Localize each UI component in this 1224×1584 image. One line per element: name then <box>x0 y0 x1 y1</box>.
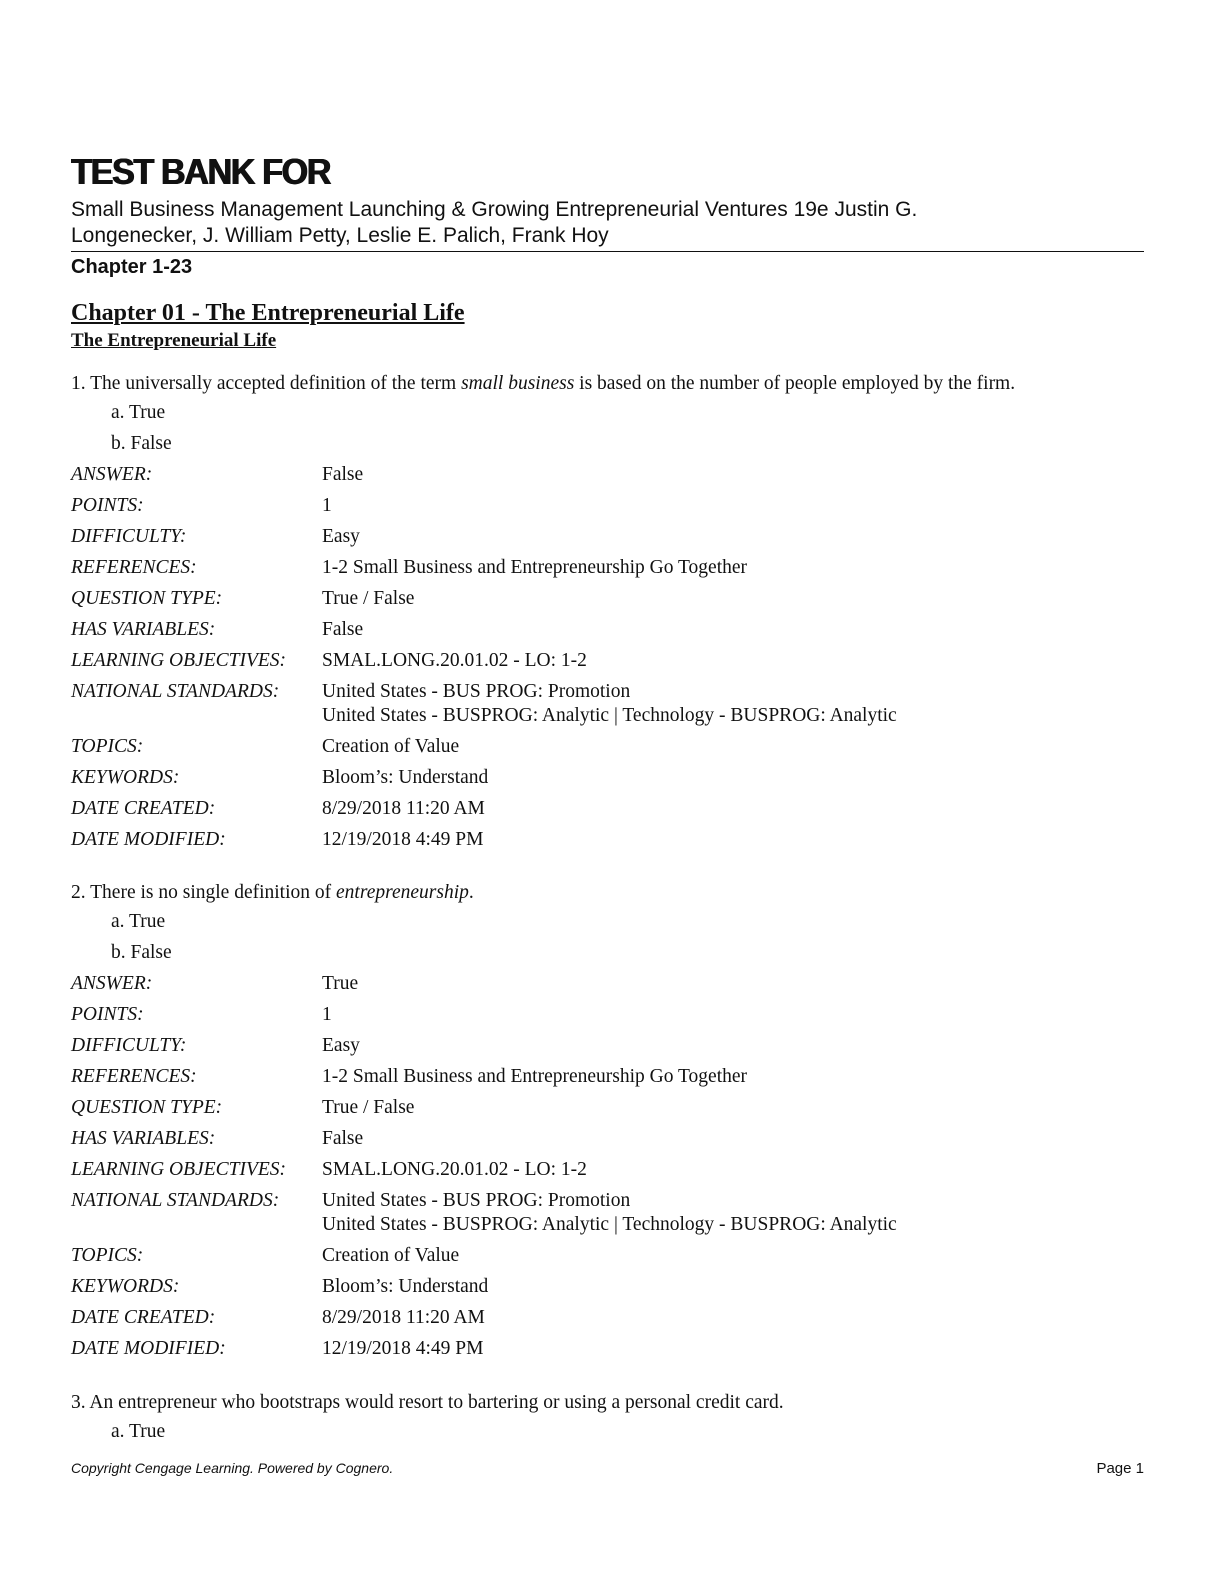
meta-label: NATIONAL STANDARDS: <box>71 680 280 702</box>
meta-references <box>71 1061 1144 1092</box>
question-text-part: . <box>468 882 474 903</box>
meta-difficulty <box>71 521 1144 552</box>
question-3 <box>71 1389 1144 1448</box>
meta-references <box>71 552 1144 583</box>
meta-label: DATE MODIFIED: <box>71 829 226 850</box>
meta-value: True / False <box>322 1097 415 1118</box>
question-number: 3. <box>71 1392 86 1413</box>
meta-label: DATE CREATED: <box>71 798 216 819</box>
meta-value <box>322 1189 1144 1237</box>
section-heading: The Entrepreneurial Life <box>71 330 277 351</box>
meta-label: QUESTION TYPE: <box>71 588 223 609</box>
meta-points <box>71 490 1144 521</box>
meta-label: QUESTION TYPE: <box>71 1097 223 1118</box>
book-title-line-1: Small Business Management Launching & Growing Entrepreneurial Ventures 19e Justin G. <box>71 198 918 221</box>
meta-label: NATIONAL STANDARDS: <box>71 1189 280 1211</box>
meta-value: 12/19/2018 4:49 PM <box>322 829 484 850</box>
option-a: a. True <box>111 911 166 932</box>
question-text <box>71 879 1144 907</box>
option-a: a. True <box>111 402 166 423</box>
meta-value-line: United States - BUSPROG: Analytic | Technology - BUSPROG: Analytic <box>322 704 897 726</box>
meta-points <box>71 999 1144 1030</box>
question-number: 1. <box>71 373 86 394</box>
meta-value: 1-2 Small Business and Entrepreneurship Go Together <box>322 557 748 578</box>
meta-value-line: United States - BUSPROG: Analytic | Technology - BUSPROG: Analytic <box>322 1213 897 1235</box>
meta-value <box>322 680 1144 728</box>
meta-has-variables <box>71 1123 1144 1154</box>
meta-label: DATE MODIFIED: <box>71 1338 226 1359</box>
meta-value: True <box>322 973 359 994</box>
meta-label: DATE CREATED: <box>71 1307 216 1328</box>
meta-label: ANSWER: <box>71 464 153 485</box>
test-bank-title: TEST BANK FOR <box>71 151 330 192</box>
meta-national-standards <box>71 1185 1144 1240</box>
book-title <box>71 197 1071 249</box>
option-b: b. False <box>111 432 172 454</box>
meta-keywords <box>71 762 1144 793</box>
meta-date-created <box>71 793 1144 824</box>
meta-value: True / False <box>322 588 415 609</box>
meta-learning-objectives <box>71 645 1144 676</box>
meta-topics <box>71 731 1144 762</box>
chapter-heading: Chapter 01 - The Entrepreneurial Life <box>71 300 465 326</box>
meta-national-standards <box>71 676 1144 731</box>
meta-value: 12/19/2018 4:49 PM <box>322 1338 484 1359</box>
question-term: small business <box>461 373 575 394</box>
meta-keywords <box>71 1271 1144 1302</box>
chapter-range: Chapter 1-23 <box>71 256 193 278</box>
question-text <box>71 370 1144 398</box>
meta-value: 8/29/2018 11:20 AM <box>322 1307 485 1328</box>
meta-question-type <box>71 583 1144 614</box>
question-term: entrepreneurship <box>336 882 469 903</box>
meta-label: REFERENCES: <box>71 1066 197 1087</box>
footer-copyright: Copyright Cengage Learning. Powered by Cognero. <box>71 1460 394 1476</box>
meta-difficulty <box>71 1030 1144 1061</box>
meta-question-type <box>71 1092 1144 1123</box>
meta-value: SMAL.LONG.20.01.02 - LO: 1-2 <box>322 650 587 671</box>
question-text-part: The universally accepted definition of the term <box>85 373 462 394</box>
meta-value: Bloom’s: Understand <box>322 1276 489 1297</box>
meta-label: HAS VARIABLES: <box>71 1128 216 1149</box>
book-title-line-2: Longenecker, J. William Petty, Leslie E. Palich, Frank Hoy <box>71 224 609 247</box>
meta-date-modified <box>71 1333 1144 1364</box>
question-1 <box>71 370 1144 855</box>
question-text-part: is based on the number of people employed by the firm. <box>574 373 1016 394</box>
meta-label: DIFFICULTY: <box>71 526 187 547</box>
meta-label: LEARNING OBJECTIVES: <box>71 650 287 671</box>
meta-value: SMAL.LONG.20.01.02 - LO: 1-2 <box>322 1159 587 1180</box>
meta-value: False <box>322 464 364 485</box>
meta-value: 1-2 Small Business and Entrepreneurship Go Together <box>322 1066 748 1087</box>
option-b: b. False <box>111 941 172 963</box>
meta-value: False <box>322 619 364 640</box>
meta-value: 8/29/2018 11:20 AM <box>322 798 485 819</box>
meta-label: POINTS: <box>71 495 144 516</box>
option-a: a. True <box>111 1421 166 1442</box>
meta-learning-objectives <box>71 1154 1144 1185</box>
meta-answer <box>71 459 1144 490</box>
meta-value: Creation of Value <box>322 1245 460 1266</box>
footer-page-number: Page 1 <box>1096 1460 1144 1477</box>
question-2 <box>71 879 1144 1364</box>
question-text <box>71 1389 1144 1417</box>
meta-label: TOPICS: <box>71 736 144 757</box>
meta-label: REFERENCES: <box>71 557 197 578</box>
meta-label: KEYWORDS: <box>71 1276 180 1297</box>
meta-topics <box>71 1240 1144 1271</box>
meta-label: LEARNING OBJECTIVES: <box>71 1159 287 1180</box>
meta-value: Creation of Value <box>322 736 460 757</box>
question-text-part: An entrepreneur who bootstraps would resort to bartering or using a personal credit card. <box>85 1392 784 1413</box>
meta-label: KEYWORDS: <box>71 767 180 788</box>
meta-value: Easy <box>322 526 360 547</box>
meta-label: DIFFICULTY: <box>71 1035 187 1056</box>
question-number: 2. <box>71 882 86 903</box>
meta-value: 1 <box>322 495 332 516</box>
meta-value: Bloom’s: Understand <box>322 767 489 788</box>
meta-has-variables <box>71 614 1144 645</box>
meta-label: HAS VARIABLES: <box>71 619 216 640</box>
meta-date-modified <box>71 824 1144 855</box>
meta-value-line: United States - BUS PROG: Promotion <box>322 680 631 702</box>
meta-value: 1 <box>322 1004 332 1025</box>
meta-value-line: United States - BUS PROG: Promotion <box>322 1189 631 1211</box>
meta-label: POINTS: <box>71 1004 144 1025</box>
meta-label: ANSWER: <box>71 973 153 994</box>
meta-value: Easy <box>322 1035 360 1056</box>
document-page <box>71 0 1144 1584</box>
question-text-part: There is no single definition of <box>85 882 337 903</box>
meta-answer <box>71 968 1144 999</box>
meta-label: TOPICS: <box>71 1245 144 1266</box>
meta-date-created <box>71 1302 1144 1333</box>
header-divider <box>71 251 1144 252</box>
meta-value: False <box>322 1128 364 1149</box>
